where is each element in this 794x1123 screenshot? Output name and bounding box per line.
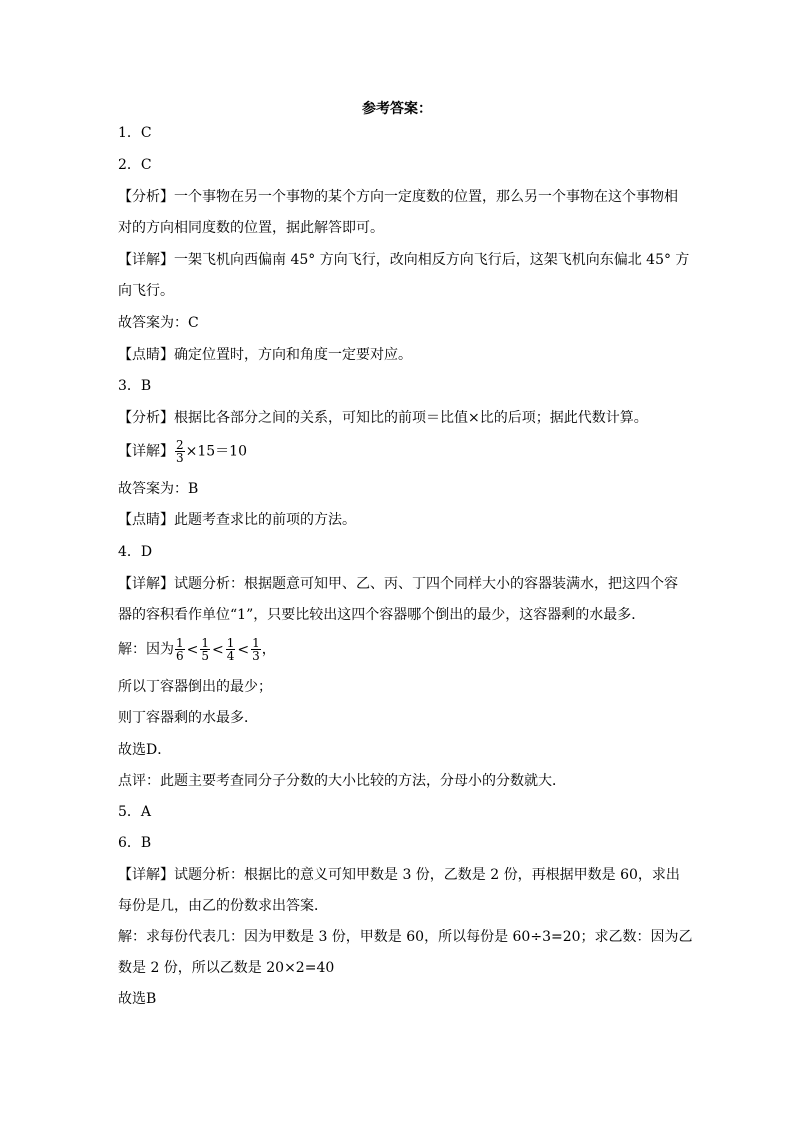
q4-fraction <box>251 637 261 662</box>
answer-4: 4．D <box>118 544 153 560</box>
q6-solution-line-1: 解：求每份代表几：因为甲数是 3 份，甲数是 60，所以每份是 60÷3=20；求乙数：因为乙 <box>118 929 693 945</box>
q2-detail-line-1: 【详解】一架飞机向西偏南 45° 方向飞行，改向相反方向飞行后，这架飞机向东偏北 45° 方 <box>118 252 690 268</box>
q6-detail-line-2: 每份是几，由乙的份数求出答案． <box>118 898 328 914</box>
less-than-sign: < <box>237 641 250 658</box>
q6-answer: 故选B <box>118 991 157 1007</box>
q4-fraction-denominator: 5 <box>201 649 210 663</box>
q3-fraction-numerator: 2 <box>176 438 184 452</box>
q3-answer: 故答案为：B <box>118 481 199 497</box>
q3-analysis: 【分析】根据比各部分之间的关系，可知比的前项＝比值×比的后项；据此代数计算。 <box>118 410 648 426</box>
q4-fraction-numerator: 1 <box>252 636 260 650</box>
q4-detail-line-1: 【详解】试题分析：根据题意可知甲、乙、丙、丁四个同样大小的容器装满水，把这四个容 <box>118 576 678 592</box>
answer-6: 6．B <box>118 835 152 851</box>
answer-2: 2．C <box>118 157 152 173</box>
answer-5: 5．A <box>118 804 152 820</box>
q6-solution-line-2: 数是 2 份，所以乙数是 20×2=40 <box>118 960 335 976</box>
q4-detail-line-2: 器的容积看作单位“1”，只要比较出这四个容器哪个倒出的最少，这容器剩的水最多． <box>118 607 646 623</box>
q4-solution <box>118 637 678 662</box>
q3-fraction-denominator: 3 <box>176 451 184 465</box>
q2-answer: 故答案为：C <box>118 315 199 331</box>
q2-analysis-line-1: 【分析】一个事物在另一个事物的某个方向一定度数的位置，那么另一个事物在这个事物相 <box>118 189 678 205</box>
q4-fraction-denominator: 4 <box>226 649 235 663</box>
q4-fraction <box>200 637 210 662</box>
q4-fraction <box>226 637 236 662</box>
q4-fraction-numerator: 1 <box>176 636 184 650</box>
q3-comment: 【点睛】此题考查求比的前项的方法。 <box>118 512 356 528</box>
q4-answer: 故选D． <box>118 742 172 758</box>
q4-fraction-denominator: 6 <box>176 649 184 663</box>
q4-fraction-denominator: 3 <box>252 649 260 663</box>
q4-fraction <box>175 637 185 662</box>
q2-analysis-line-2: 对的方向相同度数的位置，据此解答即可。 <box>118 220 384 236</box>
q4-solution-suffix: ， <box>261 641 276 658</box>
q3-detail-prefix: 【详解】 <box>118 443 174 460</box>
q3-detail-rest: ×15＝10 <box>185 443 247 460</box>
less-than-sign: < <box>186 641 199 658</box>
q6-detail-line-1: 【详解】试题分析：根据比的意义可知甲数是 3 份，乙数是 2 份，再根据甲数是 60，求出 <box>118 867 680 883</box>
q2-comment: 【点睛】确定位置时，方向和角度一定要对应。 <box>118 347 412 363</box>
q2-detail-line-2: 向飞行。 <box>118 283 174 299</box>
q4-line-3: 所以丁容器倒出的最少； <box>118 679 272 695</box>
q4-line-4: 则丁容器剩的水最多． <box>118 710 258 726</box>
q3-detail <box>118 439 678 464</box>
page-title: 参考答案： <box>362 101 432 117</box>
answer-1: 1．C <box>118 125 152 141</box>
q4-solution-prefix: 解：因为 <box>118 641 174 658</box>
answer-3: 3．B <box>118 378 152 394</box>
q4-comment: 点评：此题主要考查同分子分数的大小比较的方法，分母小的分数就大． <box>118 773 566 789</box>
q3-fraction <box>175 439 185 464</box>
less-than-sign: < <box>212 641 224 658</box>
q4-fraction-numerator: 1 <box>226 636 235 650</box>
q4-fraction-numerator: 1 <box>201 636 210 650</box>
